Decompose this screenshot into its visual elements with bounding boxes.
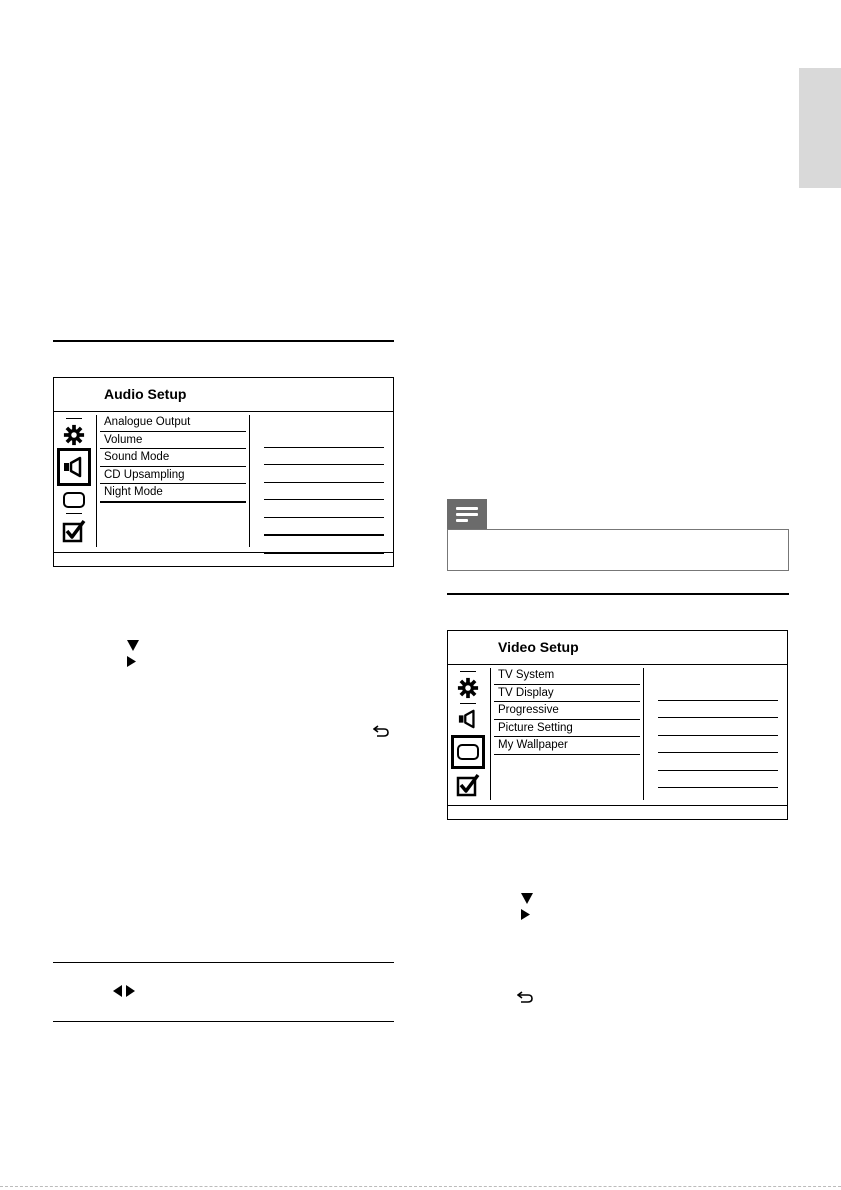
value-slot <box>658 736 778 754</box>
checkbox-icon[interactable] <box>451 771 485 799</box>
note-lines-icon <box>447 499 487 529</box>
value-column-divider <box>643 668 644 800</box>
value-slot <box>658 718 778 736</box>
section-rule-video <box>447 593 789 595</box>
screen-icon[interactable] <box>451 735 485 769</box>
value-list <box>658 683 778 806</box>
audio-setup-menu <box>53 377 394 567</box>
gear-icon[interactable] <box>57 422 91 448</box>
language-side-tab <box>799 68 841 188</box>
right-triangle-icon <box>521 909 530 920</box>
menu-item[interactable]: Sound Mode <box>100 449 246 467</box>
value-slot <box>264 465 384 483</box>
value-slot <box>658 683 778 701</box>
menu-item[interactable]: Volume <box>100 432 246 450</box>
back-return-icon <box>373 724 389 737</box>
left-right-triangles-icon <box>113 985 135 997</box>
menu-item[interactable]: TV System <box>494 667 640 685</box>
value-slot <box>264 430 384 448</box>
down-triangle-icon <box>521 893 533 904</box>
value-slot <box>658 701 778 719</box>
menu-item[interactable]: TV Display <box>494 685 640 703</box>
icon-column-divider <box>96 415 97 547</box>
menu-header-divider <box>448 664 787 665</box>
value-slot <box>658 788 778 806</box>
menu-header-divider <box>54 411 393 412</box>
video-setup-menu <box>447 630 788 820</box>
value-slot <box>264 448 384 466</box>
speaker-icon[interactable] <box>57 448 91 486</box>
checkbox-icon[interactable] <box>57 517 91 545</box>
gear-icon[interactable] <box>451 675 485 701</box>
value-list <box>264 430 384 554</box>
value-slot <box>264 536 384 554</box>
menu-item[interactable]: My Wallpaper <box>494 737 640 755</box>
value-column-divider <box>249 415 250 547</box>
value-slot <box>658 771 778 789</box>
page-edge <box>0 1186 841 1187</box>
menu-title: Video Setup <box>498 639 579 655</box>
right-triangle-icon <box>127 656 136 667</box>
menu-item[interactable]: Progressive <box>494 702 640 720</box>
section-rule-tip-bottom <box>53 1021 394 1022</box>
value-slot <box>264 500 384 518</box>
note-box <box>447 529 789 571</box>
menu-item[interactable]: Analogue Output <box>100 414 246 432</box>
screen-icon[interactable] <box>57 488 91 512</box>
icon-separator <box>460 703 476 704</box>
icon-separator <box>66 513 82 514</box>
value-slot <box>264 483 384 501</box>
menu-item-list <box>100 414 246 503</box>
back-return-icon <box>517 990 533 1003</box>
menu-item[interactable]: Night Mode <box>100 484 246 503</box>
value-slot <box>658 753 778 771</box>
menu-item-list <box>494 667 640 755</box>
speaker-icon[interactable] <box>451 705 485 733</box>
menu-item[interactable]: Picture Setting <box>494 720 640 738</box>
icon-separator <box>66 418 82 419</box>
section-rule-tip-top <box>53 962 394 963</box>
icon-column-divider <box>490 668 491 800</box>
menu-item[interactable]: CD Upsampling <box>100 467 246 485</box>
menu-title: Audio Setup <box>104 386 187 402</box>
icon-separator <box>460 671 476 672</box>
value-slot <box>264 518 384 537</box>
down-triangle-icon <box>127 640 139 651</box>
section-rule-audio <box>53 340 394 342</box>
